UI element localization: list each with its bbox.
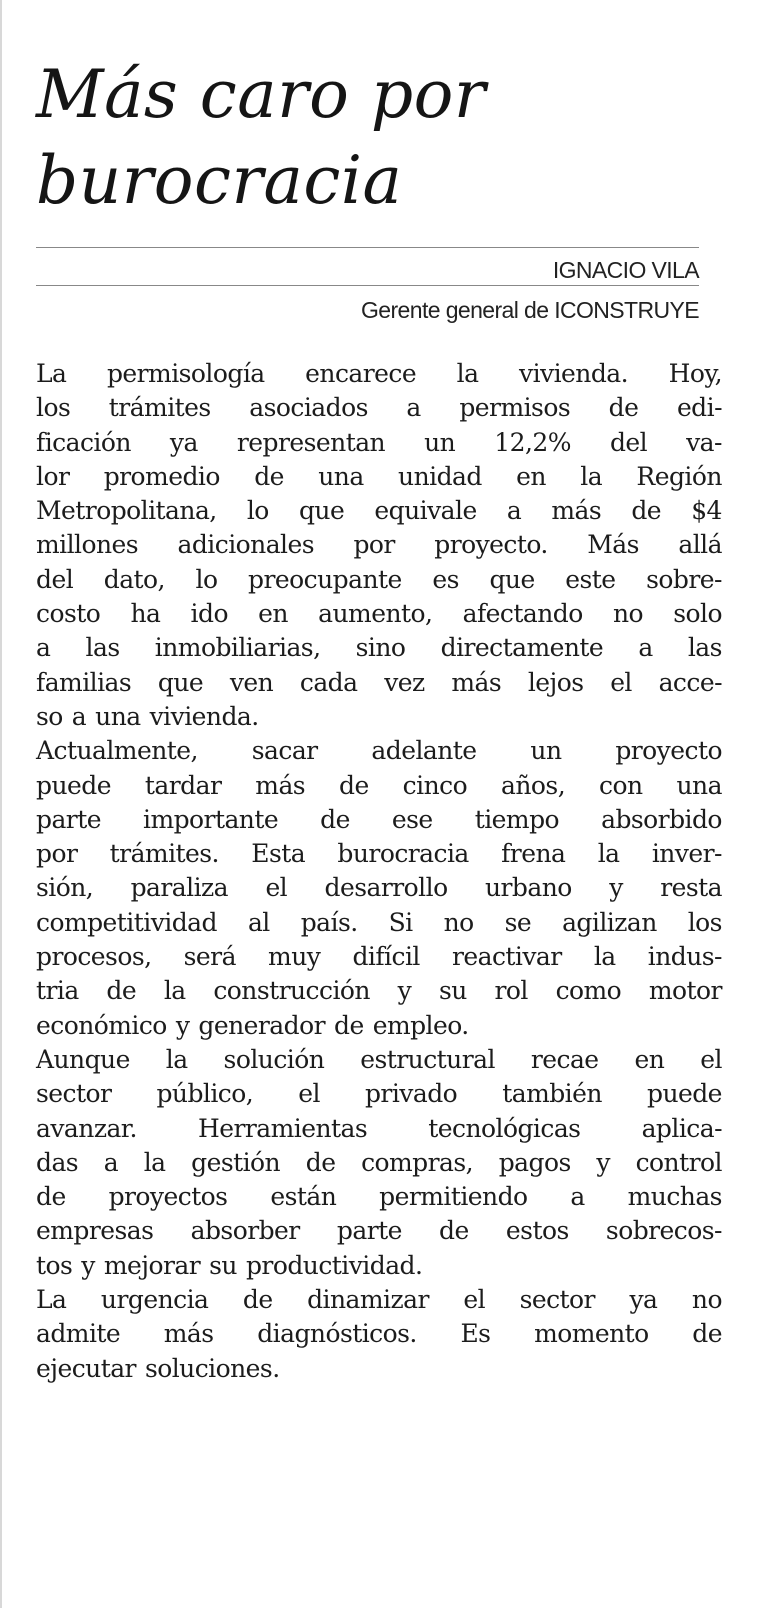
- body-line: [36, 528, 722, 562]
- body-line: [36, 940, 722, 974]
- word: una: [95, 701, 141, 731]
- word: empleo.: [372, 1010, 469, 1040]
- word: equivale: [374, 496, 477, 526]
- word: a: [406, 393, 421, 423]
- word: ven: [229, 667, 274, 697]
- word: preocupante: [248, 564, 402, 594]
- word: a: [36, 633, 51, 663]
- body-line: [36, 1009, 722, 1043]
- body-line: [36, 974, 722, 1008]
- word: diagnósticos.: [257, 1319, 417, 1349]
- word: ha: [130, 599, 161, 629]
- word: reactivar: [451, 942, 562, 972]
- word: a: [103, 1147, 119, 1177]
- word: de: [692, 1319, 722, 1349]
- word: será: [183, 942, 236, 972]
- word: vivienda.: [519, 359, 629, 388]
- word: y: [175, 1010, 190, 1040]
- word: que: [157, 667, 204, 697]
- word: de: [320, 804, 350, 834]
- word: unidad: [398, 461, 482, 491]
- word: agilizan: [562, 907, 657, 937]
- word: sobre-: [646, 564, 722, 594]
- word: parte: [36, 804, 101, 834]
- word: es: [432, 564, 459, 594]
- word: sacar: [251, 736, 318, 766]
- word: más: [163, 1319, 214, 1349]
- headline-line-2: burocracia: [36, 142, 403, 219]
- word: costo: [36, 599, 101, 629]
- word: Metropolitana,: [36, 496, 217, 526]
- body-line: [36, 1214, 722, 1248]
- word: la: [597, 839, 620, 869]
- word: de: [36, 1182, 66, 1212]
- word: recae: [530, 1044, 599, 1074]
- word: por: [36, 839, 78, 869]
- word: promedio: [103, 461, 220, 491]
- word: va-: [686, 427, 722, 457]
- body-line: [36, 1352, 722, 1386]
- word: privado: [364, 1079, 458, 1109]
- word: lo: [246, 496, 269, 526]
- word: competitividad: [36, 907, 217, 937]
- word: un: [530, 736, 562, 766]
- word: más: [451, 667, 502, 697]
- body-line: [36, 391, 722, 425]
- word: más: [255, 770, 306, 800]
- word: La: [36, 359, 67, 388]
- word: 12,2%: [494, 427, 571, 457]
- word: cada: [299, 667, 358, 697]
- body-line: [36, 426, 722, 460]
- body-line: [36, 666, 722, 700]
- body-line: [36, 1249, 722, 1283]
- word: permitiendo: [379, 1182, 528, 1212]
- word: de: [334, 1010, 364, 1040]
- word: las: [687, 633, 722, 663]
- word: este: [565, 564, 616, 594]
- word: resta: [660, 873, 722, 903]
- body-line: [36, 357, 722, 391]
- word: Aunque: [36, 1044, 130, 1074]
- word: edi-: [676, 393, 722, 423]
- body-line: [36, 1043, 722, 1077]
- word: tiempo: [474, 804, 560, 834]
- word: inver-: [651, 839, 722, 869]
- word: frena: [501, 839, 566, 869]
- divider-top: [36, 247, 699, 248]
- word: a: [570, 1182, 585, 1212]
- word: proyecto: [615, 736, 722, 766]
- word: sino: [355, 633, 406, 663]
- word: los: [36, 393, 71, 423]
- body-line: [36, 803, 722, 837]
- word: también: [502, 1079, 602, 1109]
- word: se: [504, 907, 532, 937]
- word: más: [551, 496, 602, 526]
- word: en: [258, 599, 288, 629]
- word: proyectos: [108, 1182, 228, 1212]
- word: los: [687, 907, 722, 937]
- body-line: [36, 769, 722, 803]
- body-line: [36, 631, 722, 665]
- body-line: [36, 1283, 722, 1317]
- word: años,: [501, 770, 566, 800]
- word: del: [36, 564, 74, 594]
- word: lo: [195, 564, 218, 594]
- word: la: [165, 1044, 188, 1074]
- author-name: IGNACIO VILA: [552, 257, 699, 283]
- word: tria: [36, 976, 79, 1006]
- word: puede: [646, 1079, 722, 1109]
- word: no: [443, 907, 474, 937]
- body-line: [36, 1180, 722, 1214]
- word: tecnológicas: [428, 1113, 581, 1143]
- word: avanzar.: [36, 1113, 137, 1143]
- word: motor: [648, 976, 722, 1006]
- body-line: [36, 871, 722, 905]
- word: paraliza: [130, 873, 229, 903]
- word: su: [209, 1250, 237, 1280]
- word: absorbido: [601, 804, 722, 834]
- word: aplica-: [641, 1113, 722, 1143]
- word: soluciones.: [144, 1353, 280, 1383]
- word: so: [36, 701, 63, 731]
- word: el: [700, 1044, 722, 1074]
- word: y: [397, 976, 412, 1006]
- word: económico: [36, 1010, 167, 1040]
- word: y: [609, 873, 623, 903]
- word: de: [608, 393, 639, 423]
- word: de: [106, 976, 137, 1006]
- word: trámites: [108, 393, 211, 423]
- word: ejecutar: [36, 1353, 136, 1383]
- body-line: [36, 494, 722, 528]
- word: a: [638, 633, 653, 663]
- word: representan: [236, 427, 386, 457]
- word: solución: [223, 1044, 325, 1074]
- word: generador: [198, 1010, 325, 1040]
- body-line: [36, 1317, 722, 1351]
- word: del: [609, 427, 648, 457]
- word: las: [85, 633, 120, 663]
- word: momento: [534, 1319, 649, 1349]
- word: que: [489, 564, 535, 594]
- word: Más: [587, 530, 639, 560]
- word: solo: [673, 599, 722, 629]
- word: Actualmente,: [36, 736, 198, 766]
- word: en: [634, 1044, 665, 1074]
- word: el: [463, 1285, 486, 1315]
- body-line: [36, 837, 722, 871]
- word: están: [270, 1182, 337, 1212]
- word: Herramientas: [197, 1113, 368, 1143]
- word: sector: [519, 1285, 595, 1315]
- word: indus-: [647, 942, 722, 972]
- word: estos: [505, 1216, 569, 1246]
- word: permisología: [106, 359, 265, 388]
- body-line: [36, 563, 722, 597]
- body-line: [36, 1112, 722, 1146]
- word: vez: [384, 667, 425, 697]
- body-line: [36, 460, 722, 494]
- word: trámites.: [109, 839, 219, 869]
- body-line: [36, 906, 722, 940]
- word: adicionales: [177, 530, 315, 560]
- word: inmobiliarias,: [154, 633, 321, 663]
- word: de: [439, 1216, 469, 1246]
- word: de: [631, 496, 662, 526]
- word: no: [612, 599, 644, 629]
- word: burocracia: [337, 839, 469, 869]
- word: la: [580, 461, 603, 491]
- word: ficación: [36, 427, 131, 457]
- word: sión,: [36, 873, 94, 903]
- word: por: [353, 530, 395, 560]
- word: el: [298, 1079, 320, 1109]
- word: y: [596, 1147, 610, 1177]
- word: dinamizar: [307, 1285, 429, 1315]
- word: a: [71, 701, 87, 731]
- word: importante: [143, 804, 279, 834]
- body-line: [36, 1077, 722, 1111]
- word: aumento,: [318, 599, 433, 629]
- word: Región: [636, 461, 722, 491]
- word: mejorar: [103, 1250, 201, 1280]
- article-body: [36, 357, 722, 1386]
- word: Si: [388, 907, 413, 937]
- word: procesos,: [36, 942, 152, 972]
- word: admite: [36, 1319, 121, 1349]
- word: un: [424, 427, 456, 457]
- word: asociados: [249, 393, 368, 423]
- word: encarece: [305, 359, 417, 388]
- word: la: [593, 942, 616, 972]
- word: cinco: [402, 770, 468, 800]
- word: afectando: [462, 599, 583, 629]
- word: Esta: [251, 839, 306, 869]
- word: de: [242, 1285, 273, 1315]
- word: proyecto.: [434, 530, 548, 560]
- word: tardar: [144, 770, 222, 800]
- word: al: [247, 907, 270, 937]
- word: difícil: [352, 942, 420, 972]
- word: La: [36, 1285, 67, 1315]
- word: su: [438, 976, 467, 1006]
- word: parte: [336, 1216, 402, 1246]
- word: ese: [391, 804, 433, 834]
- divider-bottom: [36, 285, 699, 286]
- word: puede: [36, 770, 111, 800]
- word: control: [635, 1147, 722, 1177]
- word: país.: [300, 907, 358, 937]
- word: das: [36, 1147, 79, 1177]
- word: permisos: [459, 393, 571, 423]
- word: como: [555, 976, 622, 1006]
- headline: [36, 52, 716, 224]
- word: el: [265, 873, 288, 903]
- word: a: [506, 496, 522, 526]
- body-line: [36, 1146, 722, 1180]
- word: Hoy,: [668, 359, 722, 388]
- word: urgencia: [100, 1285, 209, 1315]
- word: la: [143, 1147, 166, 1177]
- word: ya: [169, 427, 198, 457]
- page-border: [0, 0, 2, 1608]
- word: sobrecos-: [605, 1216, 722, 1246]
- word: lor: [36, 461, 70, 491]
- word: la: [163, 976, 186, 1006]
- word: que: [298, 496, 345, 526]
- word: urbano: [484, 873, 572, 903]
- word: rol: [494, 976, 528, 1006]
- word: la: [456, 359, 479, 388]
- word: desarrollo: [324, 873, 448, 903]
- word: ya: [629, 1285, 658, 1315]
- word: en: [516, 461, 546, 491]
- word: pagos: [498, 1147, 571, 1177]
- word: millones: [36, 530, 139, 560]
- word: productividad.: [245, 1250, 423, 1280]
- body-line: [36, 597, 722, 631]
- word: $4: [691, 496, 722, 526]
- word: absorber: [190, 1216, 300, 1246]
- word: adelante: [371, 736, 477, 766]
- word: sector: [36, 1079, 112, 1109]
- word: público,: [156, 1079, 254, 1109]
- word: estructural: [360, 1044, 495, 1074]
- word: muchas: [627, 1182, 722, 1212]
- word: el: [610, 667, 632, 697]
- body-line: [36, 734, 722, 768]
- word: gestión: [191, 1147, 281, 1177]
- word: dato,: [103, 564, 165, 594]
- word: de: [339, 770, 369, 800]
- body-line: [36, 700, 722, 734]
- word: de: [305, 1147, 336, 1177]
- word: acce-: [658, 667, 722, 697]
- word: familias: [36, 667, 132, 697]
- word: una: [676, 770, 722, 800]
- word: y: [81, 1250, 95, 1280]
- word: una: [318, 461, 364, 491]
- word: empresas: [36, 1216, 154, 1246]
- word: vivienda.: [149, 701, 259, 731]
- word: Es: [460, 1319, 491, 1349]
- word: construcción: [213, 976, 370, 1006]
- word: compras,: [361, 1147, 474, 1177]
- word: de: [254, 461, 284, 491]
- word: ido: [190, 599, 228, 629]
- author-role: Gerente general de ICONSTRUYE: [361, 297, 699, 323]
- word: con: [599, 770, 643, 800]
- word: directamente: [440, 633, 604, 663]
- headline-line-1: Más caro por: [36, 56, 486, 133]
- word: tos: [36, 1250, 73, 1280]
- word: no: [691, 1285, 722, 1315]
- word: muy: [268, 942, 321, 972]
- word: allá: [678, 530, 722, 560]
- word: lejos: [527, 667, 584, 697]
